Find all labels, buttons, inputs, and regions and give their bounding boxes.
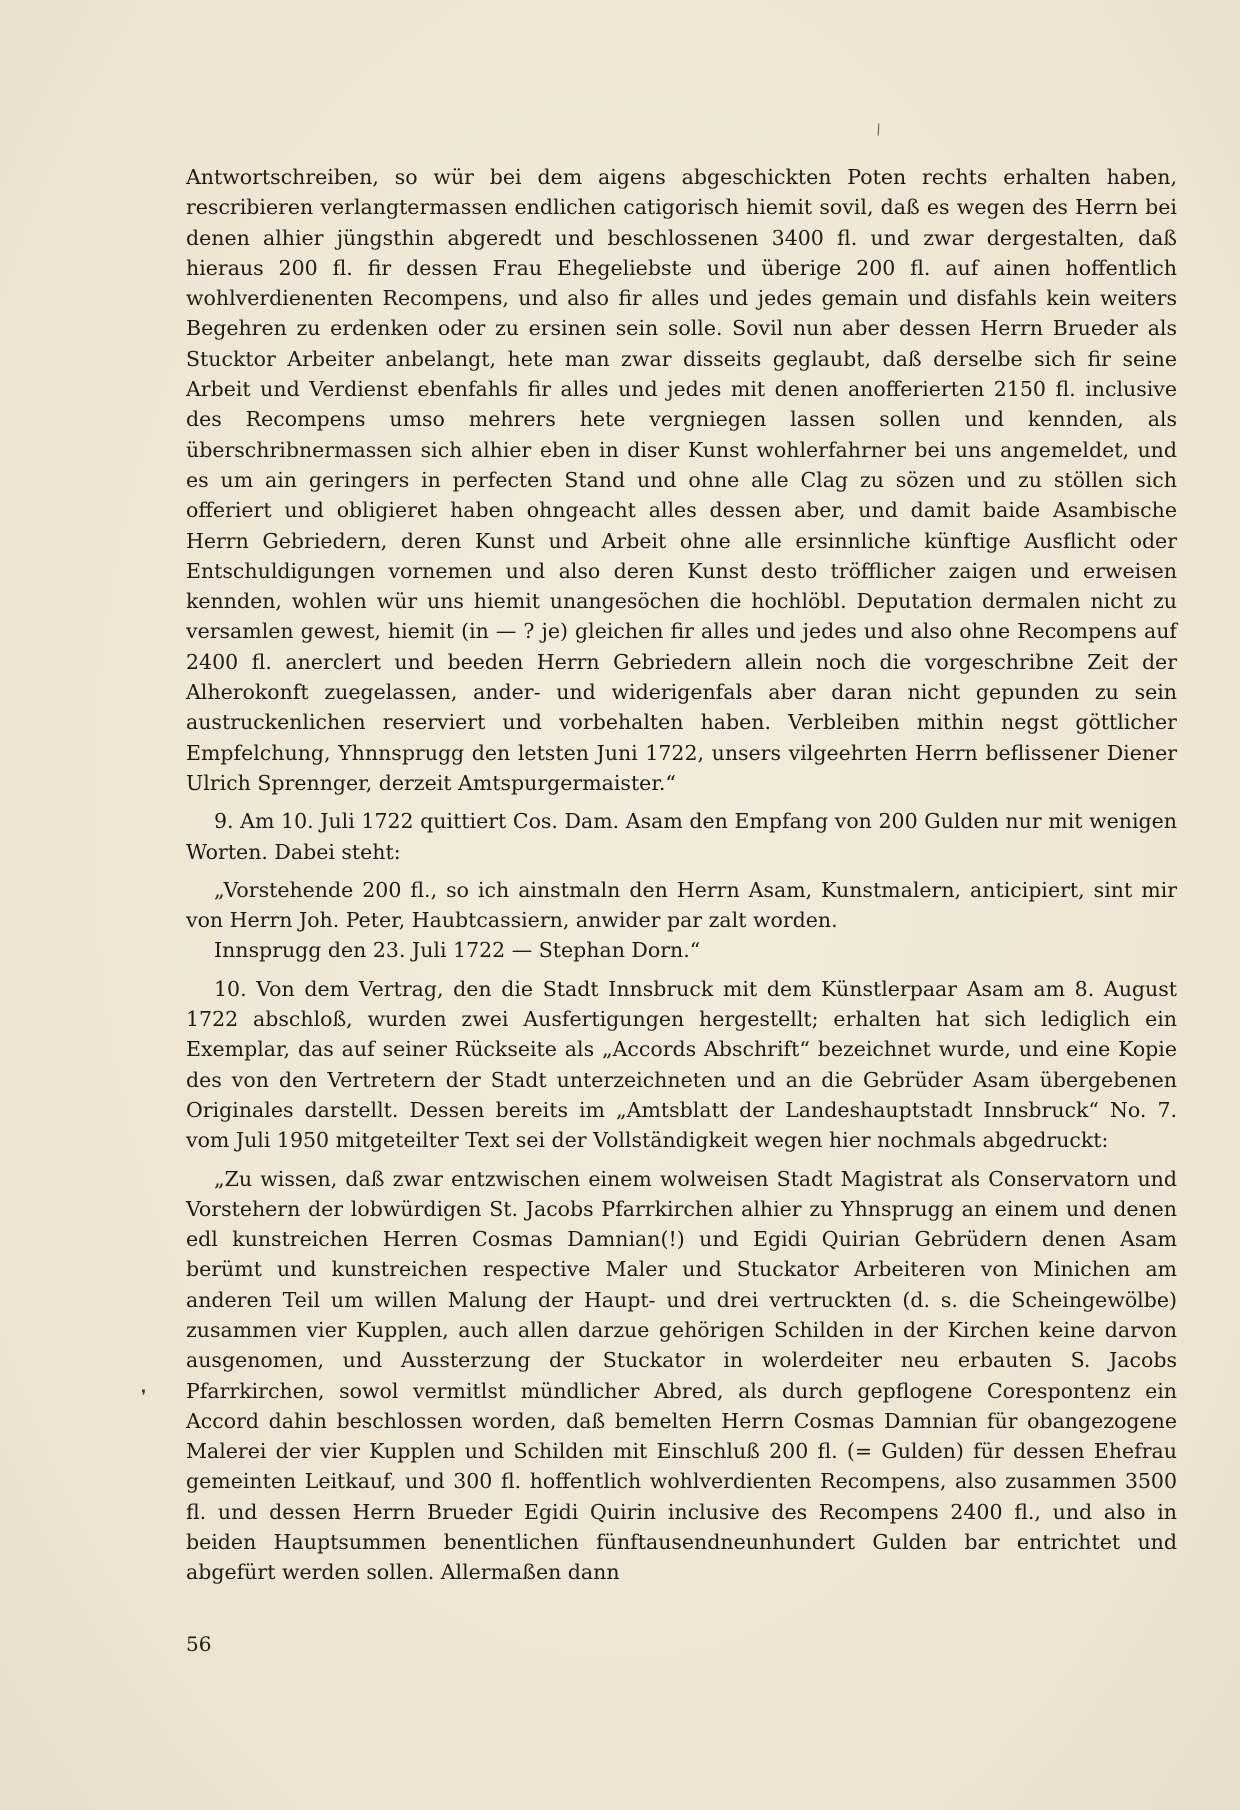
paragraph-10: 10. Von dem Vertrag, den die Stadt Innsbruck mit dem Künstlerpaar Asam am 8. August 1722 abschloß, wurden zwei Ausfertigungen hergestellt; erhalten hat sich lediglich ein Exemplar, das auf seiner Rückseite als „Accords Abschrift“ bezeichnet wurde, und eine Kopie des von den Vertretern der Stadt unterzeichneten und an die Gebrüder Asam übergebenen Originales darstellt. Dessen bereits im „Amtsblatt der Landeshauptstadt Innsbruck“ No. 7. vom Juli 1950 mitgeteilter Text sei der Vollständigkeit wegen hier nochmals abgedruckt: <box>186 976 1177 1153</box>
paragraph-10-quote: „Zu wissen, daß zwar entzwischen einem wolweisen Stadt Magistrat als Conservatorn und Vorstehern der lobwürdigen St. Jacobs Pfarrkirchen alhier zu Yhnsprugg an einem und denen edl kunstreichen Herren Cosmas Damnian(!) und Egidi Quirian Gebrüdern denen Asam berümt und kunstreichen respective Maler und Stuckator Arbeiteren von Minichen am anderen Teil um willen Malung der Haupt- und drei vertruckten (d. s. die Scheingewölbe) zusammen vier Kupplen, auch allen darzue gehörigen Schilden in der Kirchen keine darvon ausgenomen, und Aussterzung der Stuckator in wolerdeiter neu erbauten S. Jacobs Pfarrkirchen, sowol vermitlst mündlicher Abred, als durch gepflogene Corespontenz ein Accord dahin beschlossen worden, daß bemelten Herrn Cosmas Damnian für obangezogene Malerei der vier Kupplen und Schilden mit Einschluß 200 fl. (= Gulden) für dessen Ehefrau gemeinten Leitkauf, und 300 fl. hoffentlich wohlverdienten Recompens, also zusammen 3500 fl. und dessen Herrn Brueder Egidi Quirin inclusive des Recompens 2400 fl., und also in beiden Hauptsummen benentlichen fünftausendneunhundert Gulden bar entrichtet und abgefürt werden sollen. Allermaßen dann <box>186 1166 1177 1585</box>
body-text <box>186 162 1177 1588</box>
paragraph-9-signature: Innsprugg den 23. Juli 1722 — Stephan Dorn.“ <box>214 938 701 963</box>
margin-mark-left: ❜ <box>141 1386 147 1405</box>
paragraph-9-quote: „Vorstehende 200 fl., so ich ainstmaln den Herrn Asam, Kunstmalern, anticipiert, sint mir von Herrn Joh. Peter, Haubtcassiern, anwider par zalt worden. <box>186 877 1177 933</box>
paragraph-continuation: Antwortschreiben, so wür bei dem aigens abgeschickten Poten rechts erhalten haben, rescribieren verlangtermassen endlichen catigorisch hiemit sovil, daß es wegen des Herrn bei denen alhier jüngsthin abgeredt und beschlossenen 3400 fl. und zwar dergestalten, daß hieraus 200 fl. fir dessen Frau Ehegeliebste und überige 200 fl. auf ainen hoffentlich wohlverdienenten Recompens, und also fir alles und jedes gemain und disfahls kein weiters Begehren zu erdenken oder zu ersinen sein solle. Sovil nun aber dessen Herrn Brueder als Stucktor Arbeiter anbelangt, hete man zwar disseits geglaubt, daß derselbe sich fir seine Arbeit und Verdienst ebenfahls fir alles und jedes mit denen anofferierten 2150 fl. inclusive des Recompens umso mehrers hete vergniegen lassen sollen und kennden, als überschribnermassen sich alhier eben in diser Kunst wohlerfahrner bei uns angemeldet, und es um ain geringers in perfecten Stand und ohne alle Clag zu sözen und zu stöllen sich offeriert und obligieret haben ohngeacht alles dessen aber, und damit baide Asambische Herrn Gebriedern, deren Kunst und Arbeit ohne alle ersinnliche künftige Ausflicht oder Entschuldigungen vornemen und also deren Kunst desto tröfflicher zaigen und erweisen kennden, wohlen wür uns hiemit unangesöchen die hochlöbl. Deputation dermalen nicht zu versamlen gewest, hiemit (in — ? je) gleichen fir alles und jedes und also ohne Recompens auf 2400 fl. anerclert und beeden Herrn Gebriedern allein noch die vorgeschribne Zeit der Alherokonft zuegelassen, ander- und widerigenfals aber daran nicht gepunden zu sein austruckenlichen reserviert und vorbehalten haben. Verbleiben mithin negst göttlicher Empfelchung, Yhnnsprugg den letsten Juni 1722, unsers vilgeehrten Herrn beflissener Diener Ulrich Sprennger, derzeit Amtspurgermaister.“ <box>186 165 1177 795</box>
paragraph-9: 9. Am 10. Juli 1722 quittiert Cos. Dam. Asam den Empfang von 200 Gulden nur mit wenigen Worten. Dabei steht: <box>186 809 1177 864</box>
page-number: 56 <box>186 1632 212 1656</box>
margin-mark-top: \ <box>873 121 884 139</box>
